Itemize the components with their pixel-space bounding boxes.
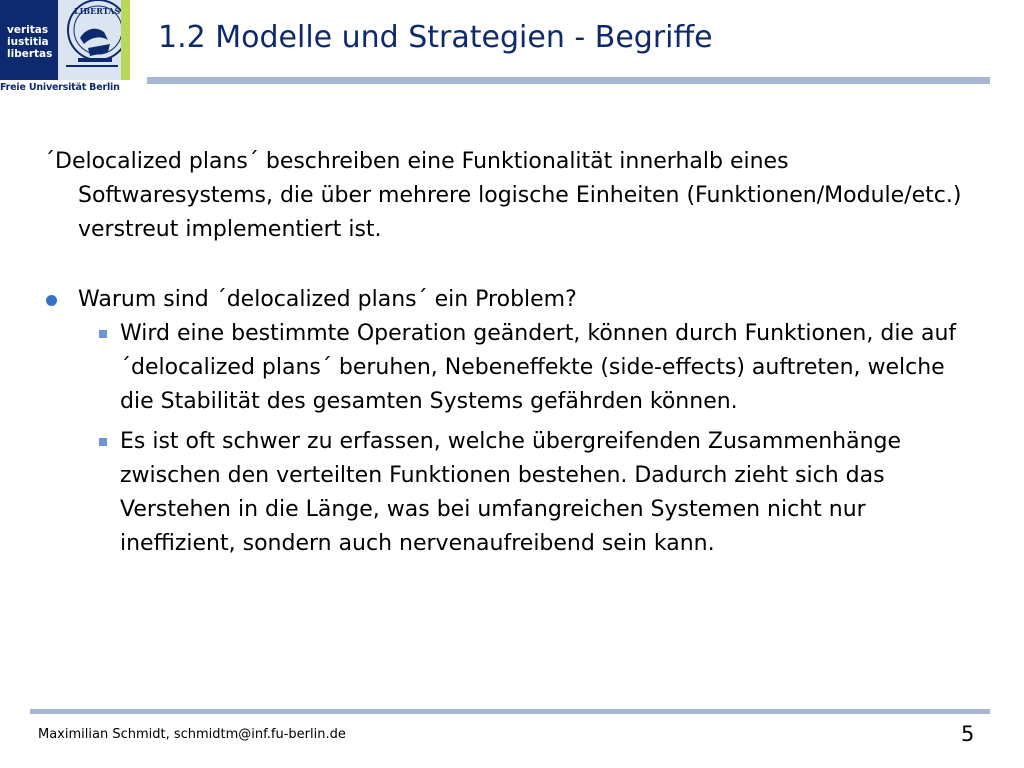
sub-bullet-item (44, 317, 984, 419)
square-bullet-icon (99, 330, 107, 338)
seal-text: LIBERTAS (74, 6, 121, 16)
bullet-text: Warum sind ´delocalized plans´ ein Problem? (78, 287, 577, 312)
footer-author: Maximilian Schmidt, schmidtm@inf.fu-berlin.de (38, 727, 346, 742)
bullet-dot-icon (46, 295, 57, 306)
sub-bullet-list (44, 317, 984, 561)
sub-bullet-text: Wird eine bestimmte Operation geändert, können durch Funktionen, die auf ´delocalized plans´ beruhen, Nebeneffekte (side-effects) auftreten, welche die Stabilität des gesamten Systems gefährden können. (120, 321, 957, 414)
slide-content (44, 145, 984, 561)
motto-iustitia: iustitia (7, 36, 49, 48)
footer-divider (30, 709, 990, 714)
university-name: Freie Universität Berlin (0, 82, 120, 93)
logo-green-stripe (121, 0, 130, 80)
university-logo (0, 0, 130, 98)
logo-motto (7, 24, 52, 60)
motto-veritas: veritas (7, 24, 49, 36)
intro-paragraph: ´Delocalized plans´ beschreiben eine Funktionalität innerhalb eines Softwaresystems, die über mehrere logische Einheiten (Funktionen/Module/etc.) verstreut implementiert ist. (44, 149, 962, 242)
logo-blue-panel (0, 0, 58, 80)
page-number: 5 (961, 722, 975, 746)
motto-libertas: libertas (7, 48, 53, 60)
sub-bullet-item (44, 425, 984, 561)
slide-title: 1.2 Modelle und Strategien - Begriffe (158, 20, 713, 55)
sub-bullet-text: Es ist oft schwer zu erfassen, welche übergreifenden Zusammenhänge zwischen den verteilten Funktionen bestehen. Dadurch zieht sich das Verstehen in die Länge, was bei umfangreichen Systemen nicht nur ineffizient, sondern auch nervenaufreibend sein kann. (120, 429, 902, 556)
square-bullet-icon (99, 438, 107, 446)
title-divider (147, 77, 990, 84)
bullet-item (44, 283, 984, 317)
seal-icon (58, 0, 121, 80)
